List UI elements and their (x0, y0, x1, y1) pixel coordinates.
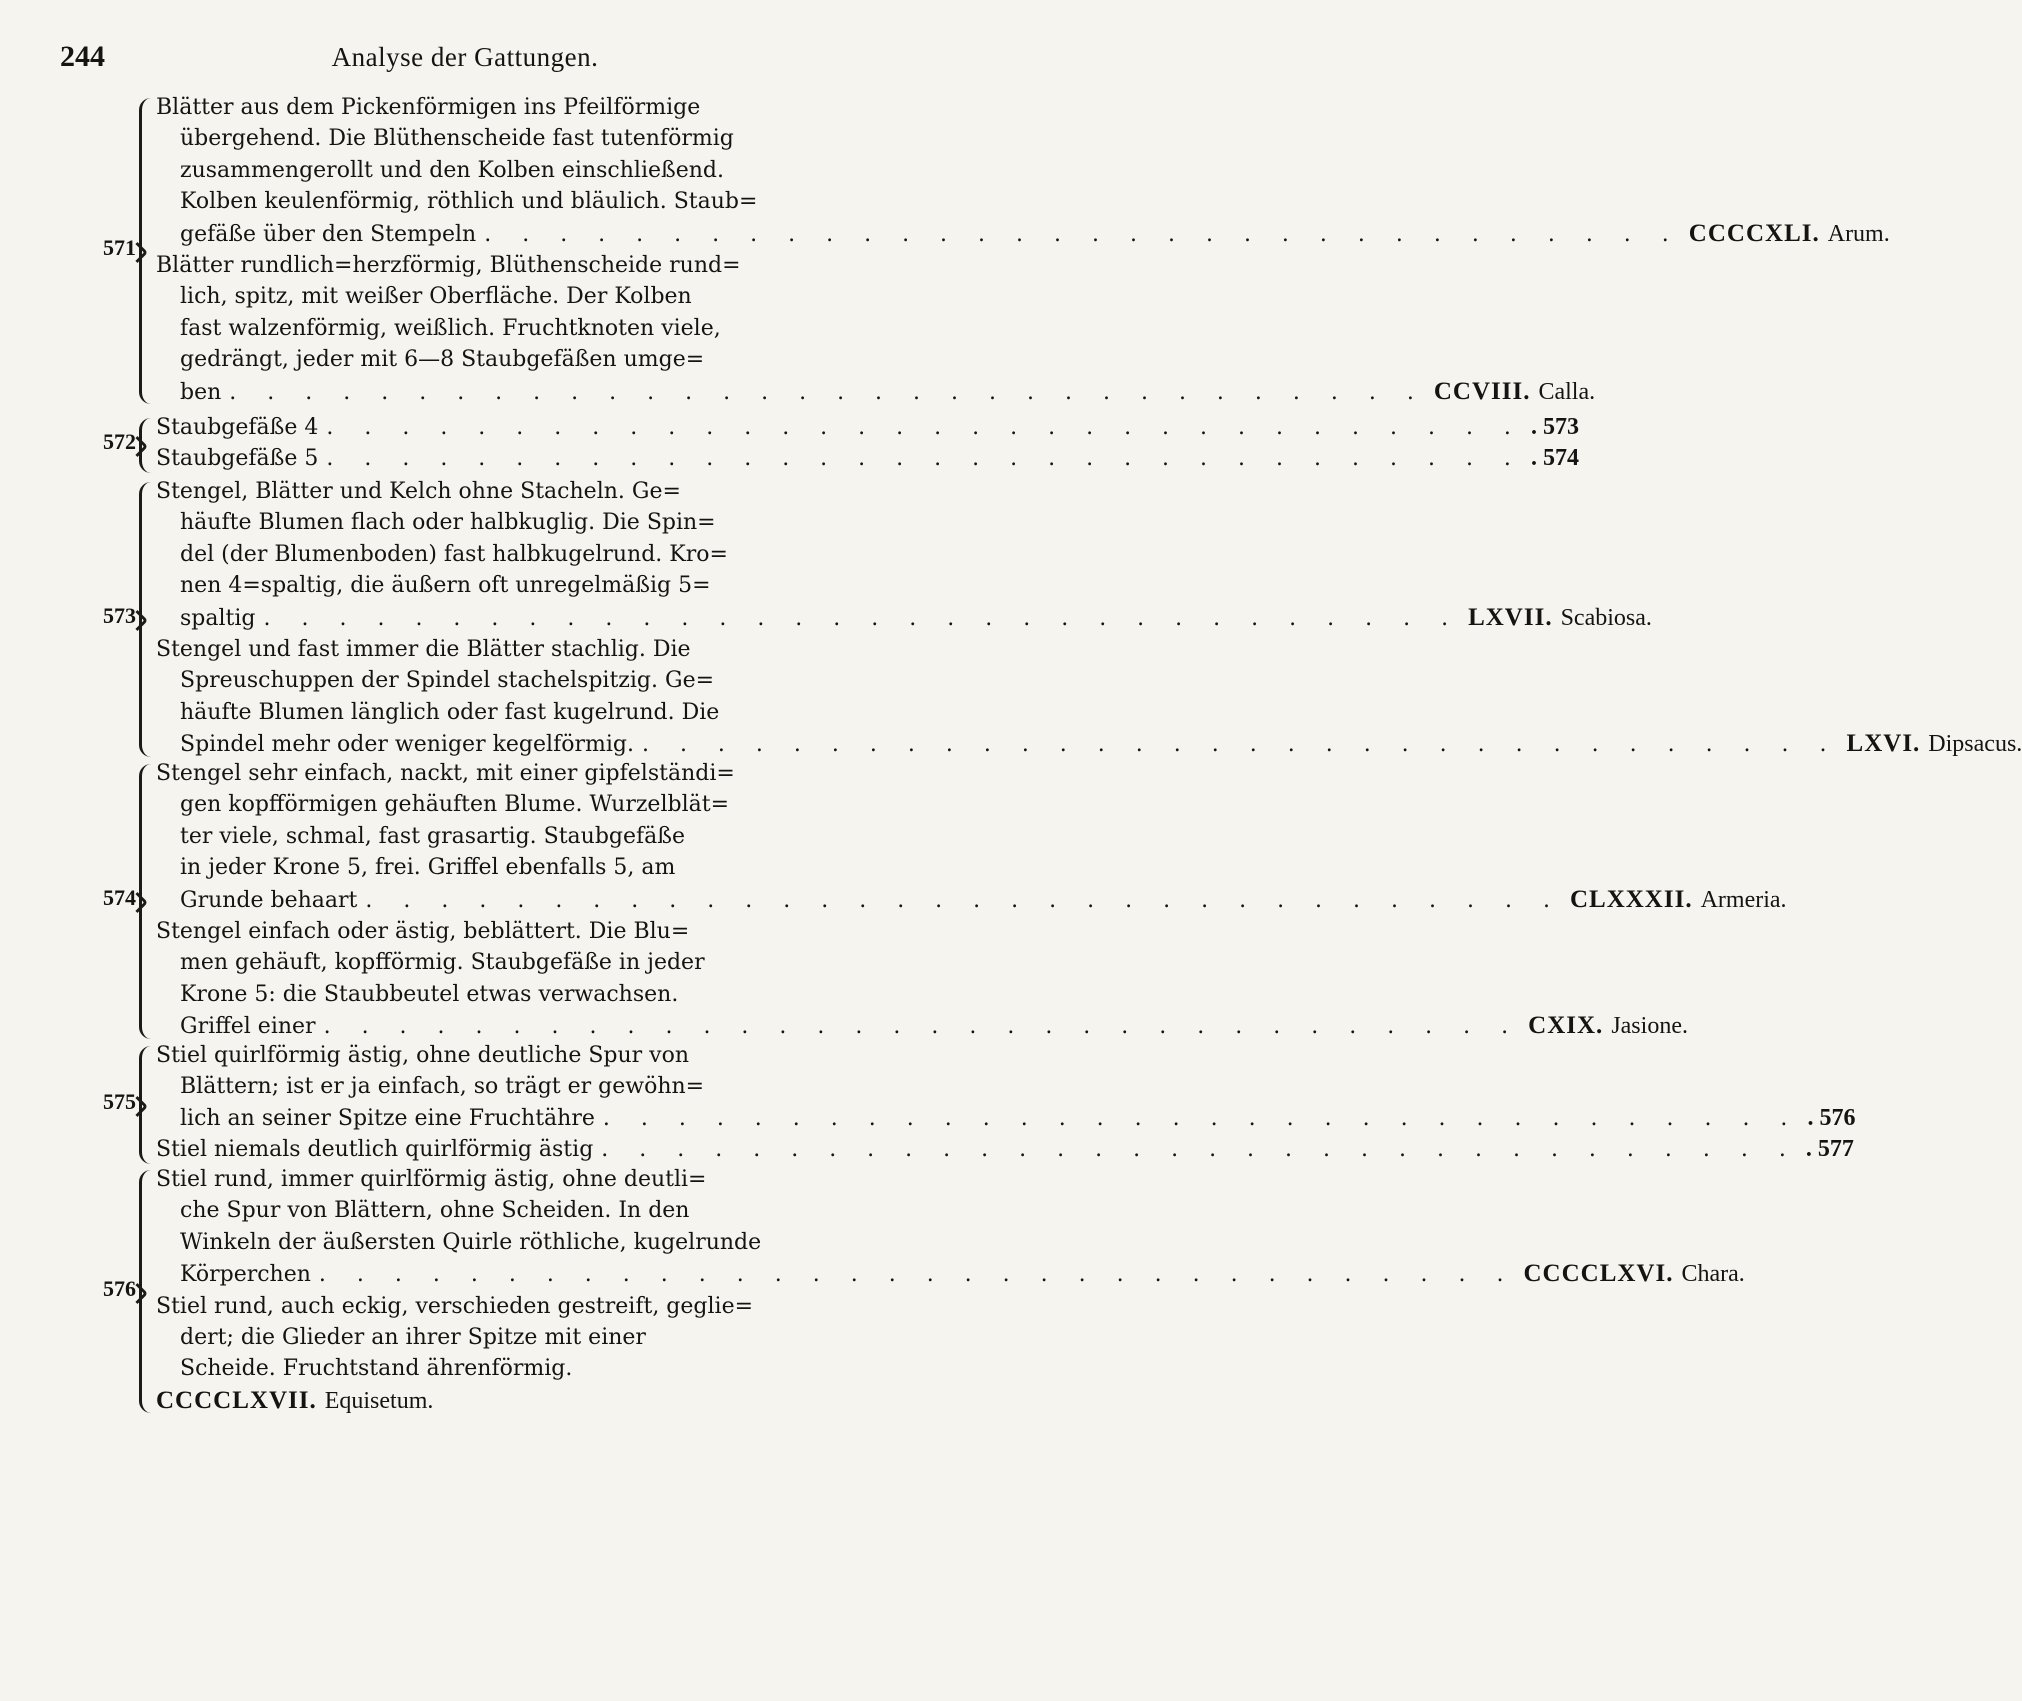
lead-text: spaltig (180, 605, 256, 631)
couplet-leads (156, 1040, 1856, 1166)
genus-number: LXVII. (1468, 603, 1553, 631)
lead-result (1689, 218, 1890, 250)
genus-number: CCCCXLI. (1688, 219, 1820, 247)
leader-dots: . . . . . . . . . . . . . . . . . . . . . . . . . . . . . . . . (318, 1262, 1516, 1288)
lead-text: Griffel einer (180, 1014, 316, 1040)
lead-text: häufte Blumen länglich oder fast kugelrund. Die (180, 699, 720, 725)
lead-final-line (156, 376, 1596, 408)
lead-final-line (156, 1103, 1856, 1134)
key-lead (156, 92, 1890, 250)
key-lead (156, 1134, 1854, 1165)
lead-text: Blätter rundlich=herzförmig, Blüthenscheide rund= (156, 253, 741, 279)
couplet-leads (156, 1164, 1745, 1417)
couplet-reference: . 573 (1530, 414, 1579, 440)
lead-text: nen 4=spaltig, die äußern oft unregelmäßig 5= (180, 573, 711, 599)
lead-result (1468, 602, 1652, 634)
lead-final-line (156, 602, 1652, 634)
couplet-number: 575 (103, 1088, 136, 1114)
leader-dots: . . . . . . . . . . . . . . . . . . . . . . . . . . . . . . . . (263, 605, 1461, 631)
lead-text: ter viele, schmal, fast grasartig. Staubgefäße (180, 823, 686, 849)
lead-text: Blätter aus dem Pickenförmigen ins Pfeilförmige (156, 95, 701, 120)
lead-result (1531, 443, 1579, 474)
key-lead (156, 916, 1688, 1043)
lead-final-line (156, 1385, 856, 1417)
key-lead (156, 758, 1787, 916)
brace-mark (139, 1170, 156, 1413)
lead-text: Staubgefäße 5 (156, 446, 319, 472)
lead-text: Spreuschuppen der Spindel stachelspitzig. Ge= (180, 668, 715, 694)
genus-number: CCCCLXVII. (156, 1386, 317, 1414)
key-lead (156, 634, 2022, 761)
lead-final-line (156, 1134, 1854, 1165)
lead-final-line (156, 443, 1579, 474)
key-lead (156, 1164, 1745, 1291)
key-lead (156, 476, 1652, 634)
couplet-number: 572 (103, 429, 136, 455)
brace-mark (139, 764, 156, 1039)
couplet-leads (156, 92, 1890, 408)
couplet-reference: . 576 (1807, 1104, 1856, 1131)
lead-text: Stengel einfach oder ästig, beblättert. Die Blu= (156, 919, 690, 945)
lead-final-line (156, 412, 1579, 443)
brace-mark (139, 482, 156, 757)
genus-name: Chara. (1681, 1261, 1745, 1288)
key-lead (156, 1291, 856, 1418)
lead-result (1531, 412, 1579, 443)
genus-name: Dipsacus. (1928, 731, 2022, 758)
lead-text: Winkeln der äußersten Quirle röthliche, kugelrunde (180, 1229, 762, 1255)
lead-text: Stiel niemals deutlich quirlförmig ästig (156, 1137, 594, 1163)
leader-dots: . . . . . . . . . . . . . . . . . . . . . . . . . . . . . . . . (326, 446, 1523, 472)
lead-text: Körperchen (180, 1262, 311, 1288)
lead-text: Stengel, Blätter und Kelch ohne Stacheln. Ge= (156, 479, 681, 504)
running-head: Analyse der Gattungen. (331, 42, 599, 72)
leader-dots: . . . . . . . . . . . . . . . . . . . . . . . . . . . . . . . . (323, 1014, 1521, 1040)
lead-text: lich, spitz, mit weißer Oberfläche. Der Kolben (180, 284, 692, 310)
lead-final-line (156, 884, 1787, 916)
lead-text: gefäße über den Stempeln (180, 221, 477, 247)
couplet-leads (156, 758, 1787, 1043)
lead-text: Grunde behaart (180, 887, 358, 913)
leader-dots: . . . . . . . . . . . . . . . . . . . . . . . . . . . . . . . . (365, 887, 1562, 913)
lead-text: del (der Blumenboden) fast halbkugelrund. Kro= (180, 541, 728, 567)
couplet-leads (156, 476, 2022, 761)
brace-mark (139, 418, 156, 473)
genus-number: CCVIII. (1433, 377, 1531, 405)
genus-number: CLXXXII. (1569, 885, 1693, 913)
lead-text: zusammengerollt und den Kolben einschließend. (180, 157, 724, 183)
genus-name: Calla. (1538, 378, 1596, 405)
genus-name: Jasione. (1611, 1013, 1688, 1040)
couplet-number: 571 (103, 235, 136, 260)
lead-final-line (156, 218, 1890, 250)
leader-dots: . . . . . . . . . . . . . . . . . . . . . . . . . . . . . . . . (484, 221, 1681, 247)
couplet-number: 574 (103, 885, 136, 911)
key-lead (156, 412, 1579, 443)
genus-name: Arum. (1827, 220, 1890, 247)
lead-text: Kolben keulenförmig, röthlich und bläulich. Staub= (180, 189, 758, 215)
page-header (60, 40, 870, 80)
lead-text: ben (180, 379, 222, 405)
lead-text: häufte Blumen flach oder halbkuglig. Die Spin= (180, 510, 716, 536)
lead-text: Stiel rund, auch eckig, verschieden gestreift, geglie= (156, 1293, 754, 1319)
lead-text: in jeder Krone 5, frei. Griffel ebenfalls 5, am (180, 855, 676, 881)
leader-dots: . . . . . . . . . . . . . . . . . . . . . . . . . . . . . . . . (229, 379, 1426, 405)
lead-final-line (156, 1258, 1745, 1290)
brace-mark (139, 98, 156, 404)
genus-number: CXIX. (1528, 1012, 1604, 1040)
lead-text: lich an seiner Spitze eine Fruchtähre (180, 1105, 595, 1131)
lead-text: Krone 5: die Staubbeutel etwas verwachsen. (180, 981, 679, 1007)
leader-dots: . . . . . . . . . . . . . . . . . . . . . . . . . . . . . . . . (601, 1137, 1798, 1163)
key-lead (156, 1040, 1856, 1134)
leader-dots: . . . . . . . . . . . . . . . . . . . . . . . . . . . . . . . . (641, 732, 1839, 758)
lead-result (1807, 1103, 1855, 1134)
couplet-number: 573 (103, 603, 136, 629)
lead-result (1847, 728, 2022, 760)
lead-text: che Spur von Blättern, ohne Scheiden. In den (180, 1198, 690, 1224)
lead-text: gedrängt, jeder mit 6—8 Staubgefäßen umge= (180, 347, 705, 373)
lead-text: Blättern; ist er ja einfach, so trägt er gewöhn= (180, 1074, 705, 1100)
lead-text: Stengel sehr einfach, nackt, mit einer gipfelständi= (156, 761, 735, 786)
lead-text: fast walzenförmig, weißlich. Fruchtknoten viele, (180, 315, 721, 341)
page-number: 244 (60, 40, 105, 73)
lead-result (1806, 1134, 1854, 1165)
lead-text: Stiel quirlförmig ästig, ohne deutliche Spur von (156, 1043, 690, 1068)
lead-result (1434, 376, 1595, 408)
brace-mark (139, 1046, 156, 1164)
leader-dots: . . . . . . . . . . . . . . . . . . . . . . . . . . . . . . . . (326, 415, 1523, 440)
lead-text: Stiel rund, immer quirlförmig ästig, ohne deutli= (156, 1167, 707, 1192)
genus-name: Armeria. (1700, 886, 1787, 913)
lead-final-line (156, 1010, 1688, 1042)
couplet-reference: . 577 (1805, 1136, 1854, 1163)
couplet-leads (156, 412, 1579, 475)
lead-text: Spindel mehr oder weniger kegelförmig. (180, 732, 634, 758)
lead-result (1523, 1258, 1744, 1290)
key-lead (156, 250, 1596, 408)
genus-name: Equisetum. (324, 1387, 434, 1414)
genus-number: LXVI. (1846, 730, 1921, 758)
lead-result (1570, 884, 1787, 916)
lead-text: gen kopfförmigen gehäuften Blume. Wurzelblät= (180, 792, 730, 818)
leader-dots: . . . . . . . . . . . . . . . . . . . . . . . . . . . . . . . . (602, 1105, 1800, 1131)
couplet-reference: . 574 (1530, 445, 1579, 472)
lead-text: übergehend. Die Blüthenscheide fast tutenförmig (180, 126, 734, 152)
lead-text: Scheide. Fruchtstand ährenförmig. (180, 1356, 573, 1382)
genus-name: Scabiosa. (1560, 604, 1652, 631)
lead-text: Staubgefäße 4 (156, 415, 319, 440)
key-lead (156, 443, 1579, 474)
lead-text: Stengel und fast immer die Blätter stachlig. Die (156, 637, 691, 663)
couplet-number: 576 (103, 1275, 136, 1301)
lead-final-line (156, 728, 2022, 760)
lead-text: dert; die Glieder an ihrer Spitze mit einer (180, 1325, 646, 1351)
lead-result (1528, 1010, 1688, 1042)
lead-text: men gehäuft, kopfförmig. Staubgefäße in jeder (180, 950, 705, 976)
genus-number: CCCCLXVI. (1523, 1260, 1674, 1288)
